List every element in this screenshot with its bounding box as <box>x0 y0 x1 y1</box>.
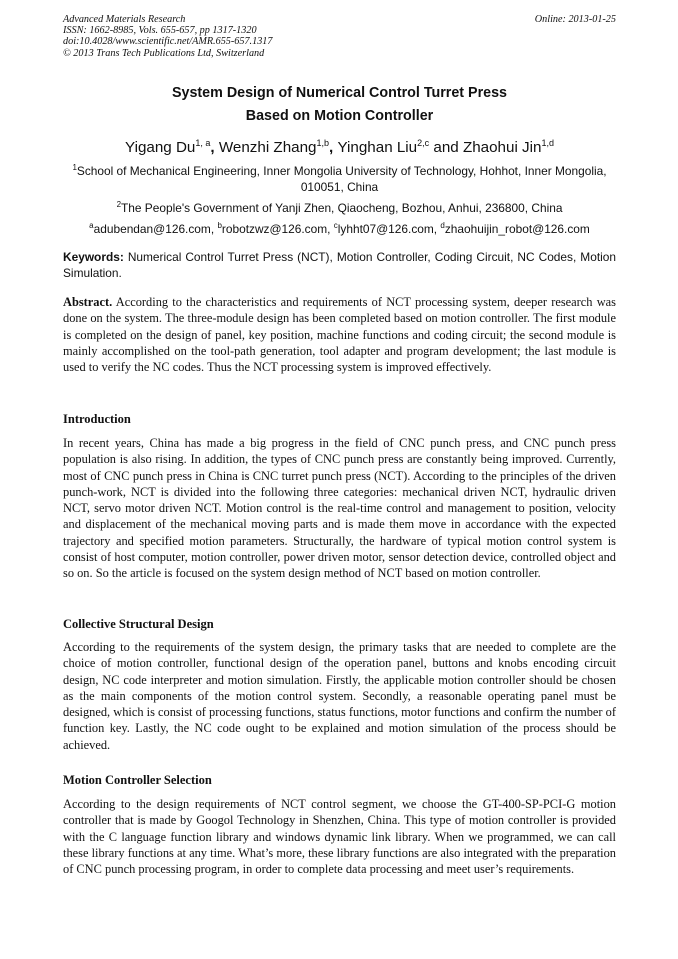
section-heading-motion-controller-selection: Motion Controller Selection <box>63 773 212 787</box>
email-address: robotzwz@126.com <box>221 222 328 236</box>
email-mark: b <box>217 221 222 230</box>
keywords-text: Numerical Control Turret Press (NCT), Motion Controller, Coding Circuit, NC Codes, Motion Simulation. <box>63 250 616 280</box>
author-affiliation-mark: 1, a <box>195 138 211 148</box>
journal-doi: doi:10.4028/www.scientific.net/AMR.655-657.1317 <box>63 36 273 48</box>
section-heading-collective-structural-design: Collective Structural Design <box>63 617 214 631</box>
author-affiliation-mark: 1,d <box>541 138 554 148</box>
affiliation-2 <box>70 200 609 216</box>
affiliation-text: School of Mechanical Engineering, Inner Mongolia University of Technology, Hohhot, Inner Mongolia, 010051, China <box>76 164 607 194</box>
affiliation-text: The People's Government of Yanji Zhen, Qiaocheng, Bozhou, Anhui, 236800, China <box>121 201 563 215</box>
section-heading-introduction: Introduction <box>63 412 131 426</box>
abstract-label: Abstract. <box>63 295 113 309</box>
section-body-motion-controller-selection: According to the design requirements of NCT control segment, we choose the GT-400-SP-PCI-G motion controller that is made by Googol Technology in Shenzhen, China. This type of motion controller is provided with the C language function library and windows dynamic link library. When we programmed, we can call these library functions at any time. What’s more, these library functions are also integrated with the preparation of CNC punch processing program, in order to complete data processing and meet user’s requirements. <box>63 797 616 877</box>
abstract-text: According to the characteristics and requirements of NCT processing system, deeper research was done on the system. The three-module design has been completed based on motion controller. The first module is completed on the design of panel, key position, machine functions and coding circuit; the second module is mainly accomplished on the tool-path generation, tool adapter and program development; the last module is used to verify the NC codes. Thus the NCT processing system is improved effectively. <box>63 295 616 375</box>
affiliation-1 <box>70 163 609 195</box>
journal-header <box>63 14 616 59</box>
author-separator: and <box>429 139 463 156</box>
affiliation-mark: 2 <box>116 200 122 209</box>
online-date: Online: 2013-01-25 <box>534 14 616 25</box>
email-address: adubendan@126.com <box>93 222 211 236</box>
author-separator: , <box>210 139 219 156</box>
paper-title-line-2: Based on Motion Controller <box>245 108 434 124</box>
email-mark: d <box>440 221 445 230</box>
author-list <box>63 138 616 158</box>
keywords-label: Keywords: <box>63 250 124 264</box>
paper-title <box>63 82 616 128</box>
email-address: lyhht07@126.com <box>337 222 434 236</box>
journal-copyright: © 2013 Trans Tech Publications Ltd, Switzerland <box>63 47 265 59</box>
author-name: Zhaohui Jin <box>462 139 542 156</box>
email-mark: c <box>333 221 338 230</box>
email-address: zhaohuijin_robot@126.com <box>444 222 590 236</box>
author-name: Wenzhi Zhang <box>218 139 317 156</box>
email-mark: a <box>89 221 94 230</box>
author-affiliation-mark: 1,b <box>316 138 330 148</box>
abstract <box>63 294 616 375</box>
email-list: $^a$adubendan@126.com, $^b$robotzwz@126.com, $^c$lyhht07@126.com, $^d$zhaohuijin_robot@126.com <box>89 221 590 236</box>
journal-issn: ISSN: 1662-8985, Vols. 655-657, pp 1317-1320 <box>63 25 257 37</box>
author-name: Yinghan Liu <box>337 139 418 156</box>
author-name: Yigang Du <box>125 139 196 156</box>
keywords <box>63 250 616 281</box>
author-separator: , <box>329 139 338 156</box>
section-body-collective-structural-design: According to the requirements of the system design, the primary tasks that are needed to complete are the choice of motion controller, functional design of the operation panel, buttons and knobs encoding circuit design, NC code interpreter and motion simulation. Firstly, the applicable motion controller should be chosen as the main components of the motion control system. Secondly, a reasonable operating panel must be designed, which is consist of processing functions, status functions, motor functions and confirm the number of function key. Lastly, the NC code ought to be explained and motion simulation of the process should be achieved. <box>63 640 616 752</box>
section-body-introduction: In recent years, China has made a big progress in the field of CNC punch press, and CNC punch press population is also rising. In addition, the types of CNC punch press are constantly being improved. Currently, most of CNC punch press in China is CNC turret punch press (NCT). According to the principles of the driven punch-work, NCT is divided into the following three categories: mechanical driven NCT, hydraulic driven NCT, servo motor driven NCT. Motion control is the real-time control and management to position, velocity and displacement of the mechanical moving parts and is made them move in accordance with the expected trajectory and specified motion parameters. Structurally, the hardware of typical motion control system is consist of host computer, motion controller, power driven motor, sensor detection device, controlled object and so on. So the article is focused on the system design method of NCT based on motion controller. <box>63 436 616 581</box>
paper-title-line-1: System Design of Numerical Control Turret Press <box>171 85 507 101</box>
journal-name: Advanced Materials Research <box>63 14 186 25</box>
author-affiliation-mark: 2,c <box>417 138 430 148</box>
affiliation-mark: 1 <box>72 163 77 172</box>
